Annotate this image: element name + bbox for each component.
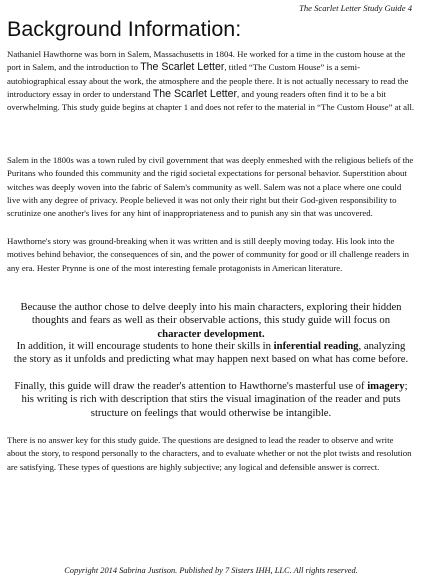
focus-inferential-term: inferential reading — [273, 340, 359, 352]
focus-character-text: Because the author chose to delve deeply into his main characters, exploring their hidden thoughts and fears as well as their observable actions, this study guide will focus on — [20, 301, 402, 327]
answer-key-paragraph: There is no answer key for this study guide. The questions are designed to lead the reader to observe and write about the story, to respond personally to the characters, and to evaluate whether or not the plot twists and resolution are satisfying. These types of questions are highly subjective; any logical and defensible answer is correct. — [7, 435, 412, 472]
salem-paragraph: Salem in the 1800s was a town ruled by civil government that was deeply enmeshed with the religious beliefs of the Puritans who founded this community and the rigid societal expectations for personal behavior. Superstition about witches was deeply woven into the fabric of Salem's community as well. Salem was not a place where one could live with any degree of privacy. People believed it was not only their right but their God-given responsibility to scrutinize one another's lives for any hint of inappropriateness and to punish any sin that was uncovered. — [7, 155, 414, 218]
header-book-title: The Scarlet Letter — [299, 3, 362, 13]
intro-book-title-1: The Scarlet Letter — [140, 61, 225, 74]
intro-text-1: Nathaniel Hawthorne was born in Salem, Massachusetts in 1804. He worked for a time in the custom house at the port in Salem, and the introduction to — [7, 49, 406, 73]
focus-inferential-text-2: , analyzing the story as it unfolds and predicting what may happen next based on what has come before. — [13, 340, 409, 366]
copyright-footer: Copyright 2014 Sabrina Justison. Published by 7 Sisters IHH, LLC. All rights reserved. — [64, 566, 358, 575]
page-title: Background Information: — [7, 17, 242, 41]
story-paragraph: Hawthorne's story was ground-breaking when it was written and is still deeply moving today. His look into the motives behind behavior, the consequences of sin, and the power of community for good or ill challenge readers in any era. Hester Prynne is one of the most interesting female protagonists in American literature. — [7, 236, 410, 273]
intro-book-title-2: The Scarlet Letter — [152, 87, 238, 100]
focus-inferential — [12, 340, 410, 367]
intro-text-2: , titled “The Custom House” is a semi-autobiographical essay about the work, the atmosphere and the people there. It is not actually necessary to read the introductory essay in order to understand — [7, 62, 409, 99]
focus-imagery-text-1: Finally, this guide will draw the reader's attention to Hawthorne's masterful use of — [14, 380, 368, 392]
focus-character-term: character development. — [157, 327, 265, 340]
focus-character — [12, 301, 410, 341]
running-header — [299, 3, 412, 13]
focus-imagery-term: imagery — [367, 380, 405, 392]
intro-text-3: , and young readers often find it to be a bit overwhelming. This study guide begins at chapter 1 and does not refer to the material in “The Custom House” at all. — [7, 88, 415, 112]
focus-inferential-text-1: In addition, it will encourage students to hone their skills in — [16, 340, 274, 352]
focus-imagery-text-2: ; his writing is rich with description that stirs the visual imagination of the reader and puts structure on feelings that would otherwise be intangible. — [21, 380, 408, 419]
header-suffix: Study Guide 4 — [361, 3, 412, 13]
intro-paragraph — [7, 48, 415, 114]
focus-imagery — [12, 380, 410, 420]
